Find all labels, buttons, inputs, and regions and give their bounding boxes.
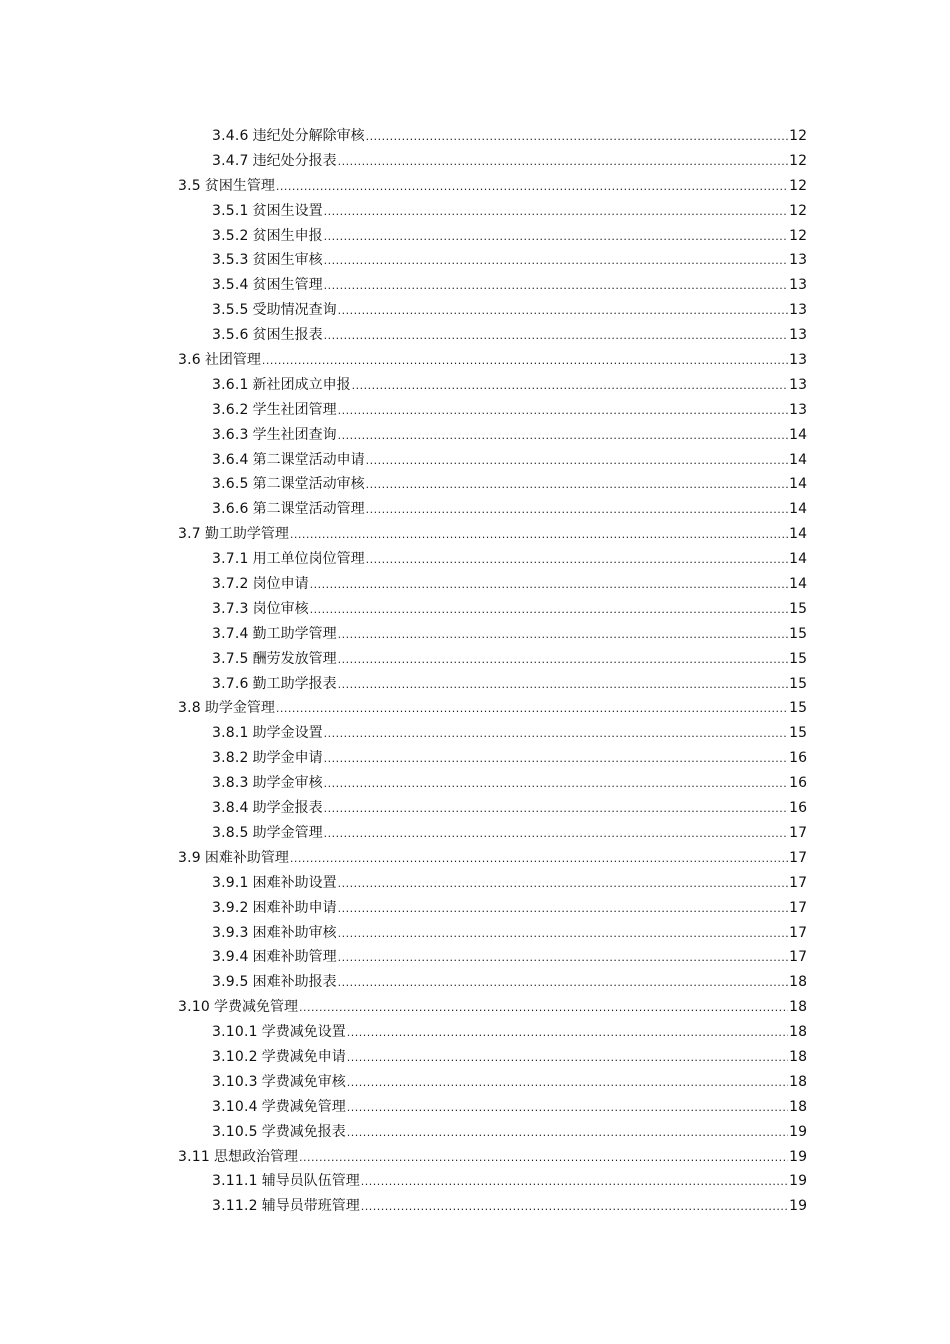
toc-dot-leader [299, 996, 788, 1021]
toc-entry[interactable] [212, 149, 807, 174]
toc-entry-number: 3.5 [178, 177, 201, 194]
toc-entry-title: 学生社团管理 [252, 401, 337, 418]
toc-entry[interactable] [212, 796, 807, 821]
toc-dot-leader [290, 847, 788, 872]
toc-entry-title: 助学金管理 [204, 700, 275, 717]
toc-page-number: 13 [789, 327, 807, 344]
toc-entry[interactable] [212, 248, 807, 273]
toc-entry-title: 贫困生申报 [252, 227, 323, 244]
toc-dot-leader [361, 1170, 788, 1195]
toc-dot-leader [324, 200, 789, 225]
toc-page-number: 18 [789, 1048, 807, 1065]
toc-entry-number: 3.10.4 [212, 1098, 258, 1115]
toc-entry-number: 3.5.1 [212, 202, 249, 219]
toc-entry-title: 困难补助审核 [252, 924, 337, 941]
toc-entry-title: 酬劳发放管理 [252, 650, 337, 667]
toc-entry-title: 用工单位岗位管理 [252, 551, 365, 568]
toc-page-number: 14 [789, 501, 807, 518]
toc-dot-leader [324, 324, 789, 349]
toc-page-number: 14 [789, 451, 807, 468]
toc-entry[interactable] [212, 721, 807, 746]
toc-entry[interactable] [178, 1145, 807, 1170]
toc-entry-number: 3.8.2 [212, 750, 249, 767]
toc-page-number: 12 [789, 152, 807, 169]
toc-entry-title: 勤工助学管理 [252, 625, 337, 642]
toc-dot-leader [338, 897, 789, 922]
toc-entry-number: 3.10.2 [212, 1048, 258, 1065]
toc-dot-leader [338, 872, 789, 897]
toc-entry-number: 3.7 [178, 526, 201, 543]
toc-page-number: 15 [789, 650, 807, 667]
toc-entry[interactable] [212, 199, 807, 224]
toc-dot-leader [324, 722, 789, 747]
toc-entry-title: 困难补助管理 [204, 849, 289, 866]
toc-entry[interactable] [212, 1020, 807, 1045]
toc-entry-title: 思想政治管理 [213, 1148, 298, 1165]
toc-dot-leader [290, 523, 788, 548]
toc-entry-number: 3.10 [178, 999, 210, 1016]
toc-entry-title: 贫困生设置 [252, 202, 323, 219]
toc-page-number: 19 [789, 1123, 807, 1140]
toc-entry-title: 受助情况查询 [252, 302, 337, 319]
toc-page-number: 17 [789, 849, 807, 866]
toc-page-number: 13 [789, 302, 807, 319]
toc-dot-leader [276, 175, 788, 200]
toc-entry-title: 助学金设置 [252, 725, 323, 742]
toc-dot-leader [338, 971, 789, 996]
toc-entry[interactable] [212, 970, 807, 995]
toc-page-number: 17 [789, 874, 807, 891]
toc-dot-leader [347, 1046, 788, 1071]
toc-page-number: 15 [789, 700, 807, 717]
toc-entry-number: 3.11.2 [212, 1198, 258, 1215]
toc-page-number: 16 [789, 800, 807, 817]
toc-entry-number: 3.5.5 [212, 302, 249, 319]
toc-entry-number: 3.9.3 [212, 924, 249, 941]
table-of-contents [0, 124, 950, 1219]
toc-entry[interactable] [212, 622, 807, 647]
toc-entry-title: 违纪处分解除审核 [252, 128, 365, 144]
toc-page-number: 12 [789, 202, 807, 219]
toc-dot-leader [366, 473, 789, 498]
toc-entry-title: 辅导员队伍管理 [261, 1173, 360, 1190]
toc-entry-number: 3.7.4 [212, 625, 249, 642]
toc-page-number: 19 [789, 1173, 807, 1190]
toc-page-number: 12 [789, 177, 807, 194]
toc-page-number: 12 [789, 227, 807, 244]
toc-entry[interactable] [212, 1120, 807, 1145]
toc-page-number: 17 [789, 824, 807, 841]
toc-page-number: 14 [789, 526, 807, 543]
toc-page-number: 17 [789, 949, 807, 966]
toc-dot-leader [347, 1071, 788, 1096]
toc-entry-number: 3.9.5 [212, 974, 249, 991]
toc-dot-leader [338, 623, 789, 648]
toc-entry[interactable] [212, 871, 807, 896]
toc-entry[interactable] [178, 522, 807, 547]
toc-entry[interactable] [212, 547, 807, 572]
toc-entry-title: 困难补助设置 [252, 874, 337, 891]
toc-entry-number: 3.6.4 [212, 451, 249, 468]
toc-dot-leader [347, 1021, 788, 1046]
toc-entry-title: 贫困生管理 [252, 277, 323, 294]
toc-page-number: 12 [789, 128, 807, 144]
toc-entry-title: 助学金申请 [252, 750, 323, 767]
toc-page-number: 18 [789, 1073, 807, 1090]
toc-page-number: 15 [789, 675, 807, 692]
toc-entry[interactable] [212, 224, 807, 249]
toc-dot-leader [324, 797, 789, 822]
toc-page-number: 13 [789, 252, 807, 269]
toc-dot-leader [366, 498, 789, 523]
toc-entry-title: 困难补助报表 [252, 974, 337, 991]
toc-entry-number: 3.5.4 [212, 277, 249, 294]
toc-entry-number: 3.8.4 [212, 800, 249, 817]
toc-page-number: 13 [789, 376, 807, 393]
toc-entry-title: 学费减免设置 [261, 1024, 346, 1041]
toc-entry-title: 学生社团查询 [252, 426, 337, 443]
toc-entry-number: 3.11 [178, 1148, 210, 1165]
toc-dot-leader [324, 772, 789, 797]
toc-dot-leader [324, 747, 789, 772]
toc-entry-title: 贫困生管理 [204, 177, 275, 194]
toc-entry-title: 助学金审核 [252, 775, 323, 792]
toc-entry-number: 3.9.4 [212, 949, 249, 966]
toc-dot-leader [338, 946, 789, 971]
toc-entry-number: 3.7.1 [212, 551, 249, 568]
toc-dot-leader [324, 249, 789, 274]
toc-entry-number: 3.7.2 [212, 576, 249, 593]
toc-entry-number: 3.8.1 [212, 725, 249, 742]
toc-entry-title: 贫困生报表 [252, 327, 323, 344]
toc-dot-leader [324, 274, 789, 299]
toc-entry-title: 学费减免审核 [261, 1073, 346, 1090]
toc-dot-leader [338, 922, 789, 947]
toc-entry[interactable] [212, 1070, 807, 1095]
toc-entry-number: 3.6.1 [212, 376, 249, 393]
toc-entry[interactable] [212, 672, 807, 697]
toc-entry[interactable] [212, 746, 807, 771]
toc-entry-number: 3.10.3 [212, 1073, 258, 1090]
toc-entry-title: 助学金管理 [252, 824, 323, 841]
toc-page-number: 19 [789, 1198, 807, 1215]
toc-entry[interactable] [212, 647, 807, 672]
toc-entry[interactable] [212, 597, 807, 622]
toc-entry-number: 3.6.5 [212, 476, 249, 493]
toc-entry[interactable] [178, 995, 807, 1020]
toc-entry-title: 辅导员带班管理 [261, 1198, 360, 1215]
toc-entry-number: 3.4.7 [212, 152, 249, 169]
toc-entry[interactable] [212, 771, 807, 796]
toc-entry-title: 岗位申请 [252, 576, 309, 593]
toc-page-number: 17 [789, 899, 807, 916]
toc-page-number: 14 [789, 551, 807, 568]
toc-dot-leader [324, 225, 789, 250]
toc-dot-leader [338, 673, 789, 698]
toc-dot-leader [324, 822, 789, 847]
toc-entry-number: 3.8 [178, 700, 201, 717]
toc-entry-number: 3.9.1 [212, 874, 249, 891]
toc-dot-leader [366, 449, 789, 474]
toc-entry-number: 3.7.6 [212, 675, 249, 692]
toc-entry-title: 勤工助学管理 [204, 526, 289, 543]
toc-page-number: 18 [789, 1098, 807, 1115]
toc-page-number: 14 [789, 576, 807, 593]
toc-entry[interactable] [212, 423, 807, 448]
toc-entry-title: 学费减免申请 [261, 1048, 346, 1065]
toc-entry[interactable] [212, 1169, 807, 1194]
toc-entry-number: 3.6 [178, 352, 201, 369]
toc-dot-leader [347, 1096, 788, 1121]
toc-entry-title: 学费减免管理 [213, 999, 298, 1016]
toc-entry-number: 3.10.5 [212, 1123, 258, 1140]
toc-page-number: 13 [789, 401, 807, 418]
toc-entry-number: 3.4.6 [212, 128, 249, 144]
toc-entry-number: 3.6.2 [212, 401, 249, 418]
toc-entry[interactable] [178, 174, 807, 199]
toc-entry-number: 3.11.1 [212, 1173, 258, 1190]
toc-entry[interactable] [212, 398, 807, 423]
toc-dot-leader [338, 299, 789, 324]
toc-entry-number: 3.8.5 [212, 824, 249, 841]
toc-dot-leader [352, 374, 789, 399]
toc-page-number: 16 [789, 750, 807, 767]
toc-entry-title: 困难补助管理 [252, 949, 337, 966]
toc-dot-leader [276, 697, 788, 722]
toc-dot-leader [338, 399, 789, 424]
toc-dot-leader [310, 573, 789, 598]
toc-entry-number: 3.5.2 [212, 227, 249, 244]
toc-entry-number: 3.9 [178, 849, 201, 866]
toc-entry[interactable] [212, 373, 807, 398]
toc-entry[interactable] [212, 572, 807, 597]
toc-entry[interactable] [212, 1194, 807, 1219]
toc-dot-leader [366, 548, 789, 573]
toc-entry[interactable] [212, 273, 807, 298]
toc-page-number: 14 [789, 426, 807, 443]
toc-entry-number: 3.5.6 [212, 327, 249, 344]
toc-page-number: 17 [789, 924, 807, 941]
toc-entry-title: 第二课堂活动审核 [252, 476, 365, 493]
toc-entry-title: 违纪处分报表 [252, 152, 337, 169]
toc-entry[interactable] [212, 1045, 807, 1070]
toc-page-number: 15 [789, 725, 807, 742]
toc-entry-title: 学费减免管理 [261, 1098, 346, 1115]
toc-entry[interactable] [212, 821, 807, 846]
toc-entry[interactable] [212, 1095, 807, 1120]
toc-entry[interactable] [212, 472, 807, 497]
toc-page-number: 15 [789, 625, 807, 642]
toc-page-number: 18 [789, 974, 807, 991]
toc-entry[interactable] [212, 921, 807, 946]
toc-entry[interactable] [212, 323, 807, 348]
toc-dot-leader [338, 648, 789, 673]
toc-entry-title: 学费减免报表 [261, 1123, 346, 1140]
toc-entry-title: 社团管理 [204, 352, 261, 369]
toc-entry[interactable] [212, 448, 807, 473]
toc-entry-number: 3.5.3 [212, 252, 249, 269]
toc-entry[interactable] [178, 696, 807, 721]
toc-entry[interactable] [178, 846, 807, 871]
toc-entry[interactable] [212, 497, 807, 522]
toc-dot-leader [366, 125, 789, 150]
toc-page-number: 15 [789, 600, 807, 617]
toc-page-number: 18 [789, 1024, 807, 1041]
toc-entry[interactable] [212, 945, 807, 970]
toc-entry-title: 勤工助学报表 [252, 675, 337, 692]
toc-entry-number: 3.8.3 [212, 775, 249, 792]
toc-page-number: 14 [789, 476, 807, 493]
toc-entry-title: 岗位审核 [252, 600, 309, 617]
toc-page-number: 16 [789, 775, 807, 792]
toc-entry-title: 贫困生审核 [252, 252, 323, 269]
toc-page-number: 13 [789, 277, 807, 294]
toc-entry-number: 3.7.3 [212, 600, 249, 617]
toc-entry-title: 困难补助申请 [252, 899, 337, 916]
toc-dot-leader [338, 424, 789, 449]
toc-entry[interactable] [212, 124, 807, 149]
toc-entry[interactable] [212, 298, 807, 323]
toc-dot-leader [262, 349, 788, 374]
toc-page-number: 19 [789, 1148, 807, 1165]
toc-dot-leader [338, 150, 789, 175]
toc-entry-number: 3.7.5 [212, 650, 249, 667]
toc-entry-title: 第二课堂活动管理 [252, 501, 365, 518]
toc-dot-leader [347, 1121, 788, 1146]
toc-entry[interactable] [212, 896, 807, 921]
toc-entry[interactable] [178, 348, 807, 373]
toc-page-number: 13 [789, 352, 807, 369]
toc-entry-number: 3.6.6 [212, 501, 249, 518]
toc-entry-title: 助学金报表 [252, 800, 323, 817]
toc-page-number: 18 [789, 999, 807, 1016]
toc-dot-leader [299, 1146, 788, 1171]
toc-dot-leader [361, 1195, 788, 1220]
toc-entry-number: 3.6.3 [212, 426, 249, 443]
toc-entry-number: 3.9.2 [212, 899, 249, 916]
toc-entry-title: 新社团成立申报 [252, 376, 351, 393]
toc-entry-title: 第二课堂活动申请 [252, 451, 365, 468]
toc-dot-leader [310, 598, 789, 623]
toc-entry-number: 3.10.1 [212, 1024, 258, 1041]
